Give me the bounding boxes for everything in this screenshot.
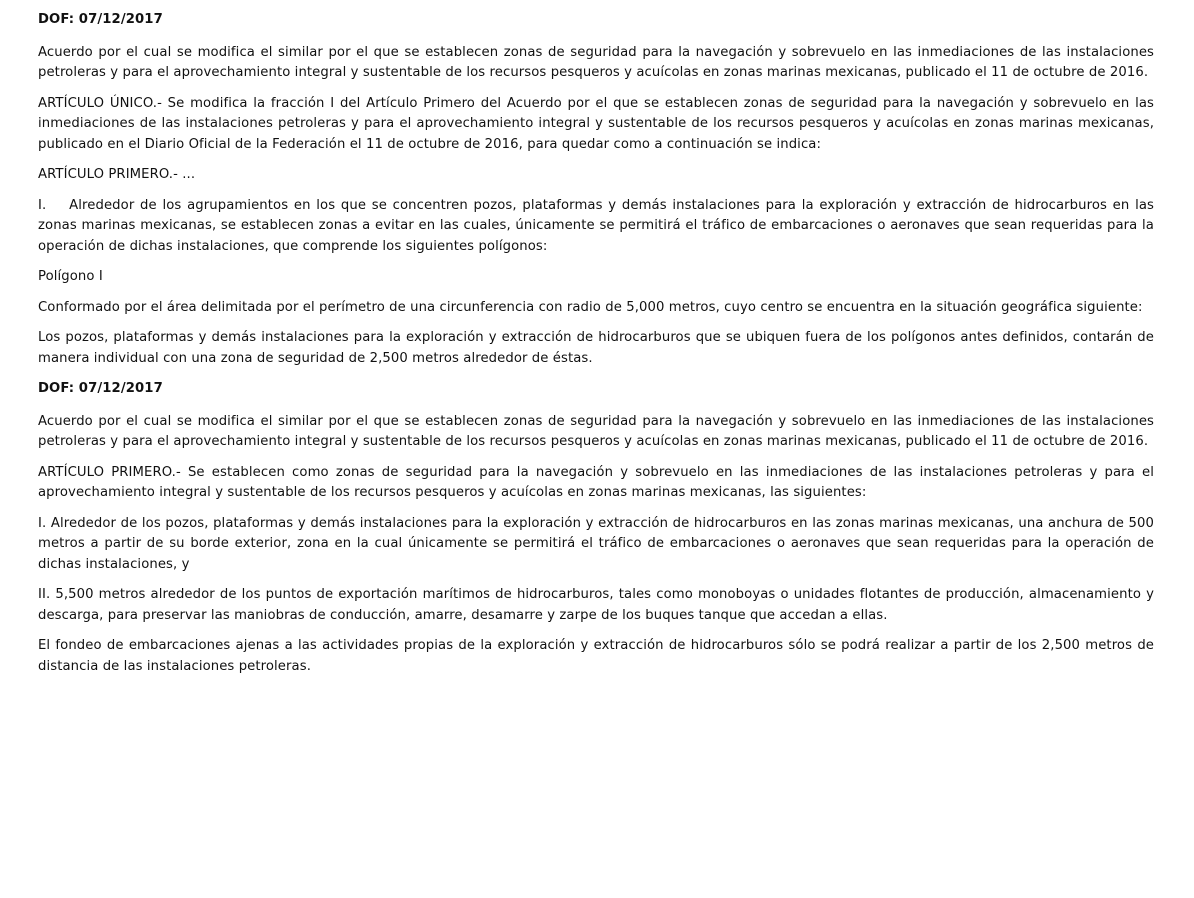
section-1-articulo-unico: ARTÍCULO ÚNICO.- Se modifica la fracción I del Artículo Primero del Acuerdo por el que se establecen zonas de seguridad para la navegación y sobrevuelo en las inmediaciones de las instalaciones petroleras y para el aprovechamiento integral y sustentable de los recursos pesqueros y acuícolas en zonas marinas mexicanas, publicado en el Diario Oficial de la Federación el 11 de octubre de 2016, para quedar como a continuación se indica: bbox=[38, 95, 1154, 152]
document-page bbox=[38, 10, 1159, 687]
section-2-fraccion-i: I. Alrededor de los pozos, plataformas y demás instalaciones para la exploración y extracción de hidrocarburos en las zonas marinas mexicanas, una anchura de 500 metros a partir de su borde exterior, zona en la cual únicamente se permitirá el tráfico de embarcaciones o aeronaves que sean requeridas para la operación de dichas instalaciones, y bbox=[38, 515, 1154, 572]
section-1-pozos: Los pozos, plataformas y demás instalaciones para la exploración y extracción de hidrocarburos que se ubiquen fuera de los polígonos antes definidos, contarán de manera individual con una zona de seguridad de 2,500 metros alrededor de éstas. bbox=[38, 330, 1154, 366]
section-1-heading: DOF: 07/12/2017 bbox=[38, 12, 163, 27]
section-2-fraccion-ii: II. 5,500 metros alrededor de los puntos de exportación marítimos de hidrocarburos, tales como monoboyas o unidades flotantes de producción, almacenamiento y descarga, para preservar las maniobras de conducción, amarre, desamarre y zarpe de los buques tanque que accedan a ellas. bbox=[38, 587, 1154, 623]
section-1-conformado: Conformado por el área delimitada por el perímetro de una circunferencia con radio de 5,000 metros, cuyo centro se encuentra en la situación geográfica siguiente: bbox=[38, 299, 1143, 315]
section-1-fraccion-i: I. Alrededor de los agrupamientos en los que se concentren pozos, plataformas y demás instalaciones para la exploración y extracción de hidrocarburos en las zonas marinas mexicanas, se establecen zonas a evitar en las cuales, únicamente se permitirá el tráfico de embarcaciones o aeronaves que sean requeridas para la operación de dichas instalaciones, que comprende los siguientes polígonos: bbox=[38, 197, 1159, 254]
section-2-title: Acuerdo por el cual se modifica el similar por el que se establecen zonas de seguridad para la navegación y sobrevuelo en las inmediaciones de las instalaciones petroleras y para el aprovechamiento integral y sustentable de los recursos pesqueros y acuícolas en zonas marinas mexicanas, publicado el 11 de octubre de 2016. bbox=[38, 413, 1154, 449]
section-2-fondeo: El fondeo de embarcaciones ajenas a las actividades propias de la exploración y extracción de hidrocarburos sólo se podrá realizar a partir de los 2,500 metros de distancia de las instalaciones petroleras. bbox=[38, 638, 1154, 674]
section-1-articulo-primero: ARTÍCULO PRIMERO.- ... bbox=[38, 167, 196, 182]
section-2-heading: DOF: 07/12/2017 bbox=[38, 381, 163, 396]
section-1-poligono: Polígono I bbox=[38, 269, 103, 284]
section-1-title: Acuerdo por el cual se modifica el similar por el que se establecen zonas de seguridad para la navegación y sobrevuelo en las inmediaciones de las instalaciones petroleras y para el aprovechamiento integral y sustentable de los recursos pesqueros y acuícolas en zonas marinas mexicanas, publicado el 11 de octubre de 2016. bbox=[38, 44, 1154, 80]
section-2-articulo-primero: ARTÍCULO PRIMERO.- Se establecen como zonas de seguridad para la navegación y sobrevuelo en las inmediaciones de las instalaciones petroleras y para el aprovechamiento integral y sustentable de los recursos pesqueros y acuícolas en zonas marinas mexicanas, las siguientes: bbox=[38, 464, 1154, 500]
